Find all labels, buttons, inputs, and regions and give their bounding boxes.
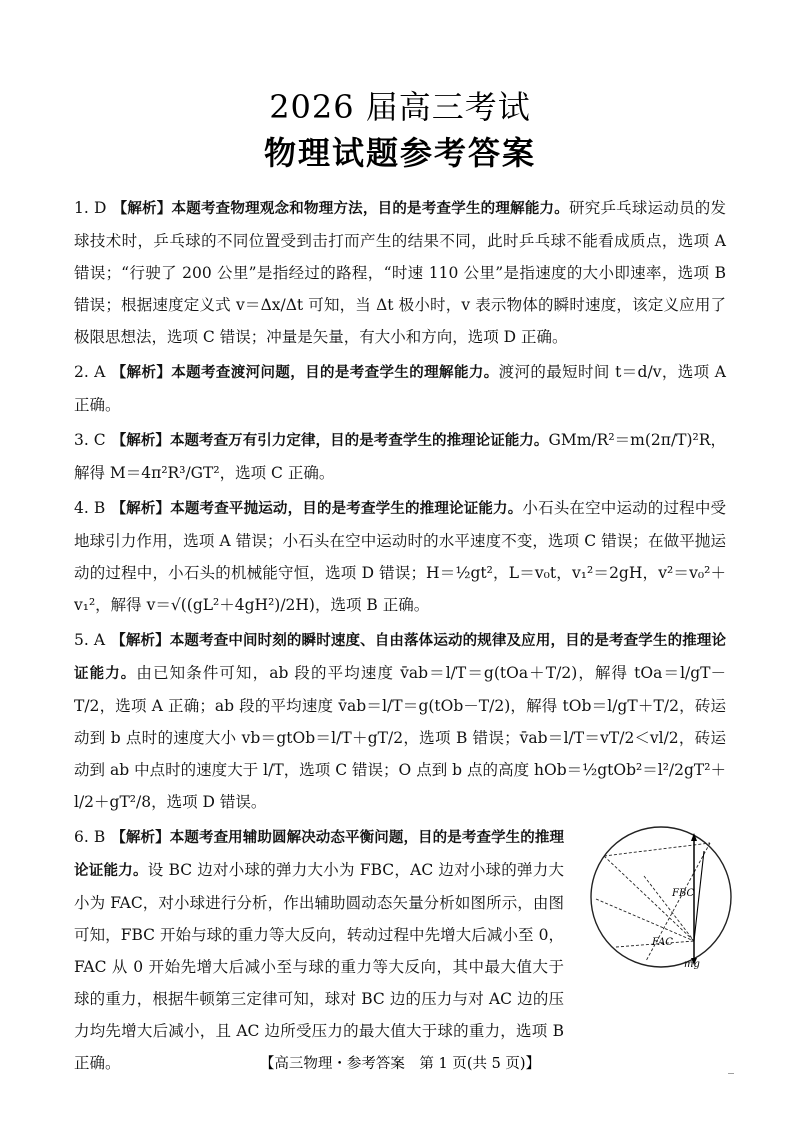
question-body: 渡河的最短时间 t＝d/v，选项 A 正确。: [74, 363, 726, 414]
question-lead: 本题考查物理观念和物理方法，目的是考查学生的理解能力。: [171, 201, 569, 217]
question-2: [74, 356, 726, 421]
answer-content: [74, 192, 726, 1082]
question-6-text: [74, 821, 564, 1079]
exam-title: 2026 届高三考试: [269, 88, 531, 126]
question-lead: 本题考查中间时刻的瞬时速度、自由落体运动的规律及应用，目的是考查学生的推理论证能力。: [74, 633, 727, 682]
question-number: 2. A: [74, 363, 106, 381]
analysis-tag: 【解析】: [112, 201, 172, 217]
question-5: [74, 624, 726, 818]
question-body: 小石头在空中运动的过程中受地球引力作用，选项 A 错误；小石头在空中运动时的水平速度不变，选项 C 错误；在做平抛运动的过程中，小石头的机械能守恒，选项 D 错误；H＝½gt²，L＝v₀t，v₁²＝2gH，v²＝v₀²＋v₁²，解得 v＝√((gL²＋4gH²)/2H)，选项 B 正确。: [74, 499, 727, 614]
question-body: 设 BC 边对小球的弹力大小为 FBC，AC 边对小球的弹力大小为 FAC，对小球进行分析，作出辅助圆动态矢量分析如图所示，由图可知，FBC 开始与球的重力等大反向，转动过程中先增大后减小至 0，FAC 从 0 开始先增大后减小至与球的重力等大反向，其中最大值大于球的重力，根据牛顿第三定律可知，球对 BC 边的压力与对 AC 边的压力均先增大后减小，且 AC 边所受压力的最大值大于球的重力，选项 B 正确。: [74, 861, 565, 1072]
analysis-tag: 【解析】: [111, 830, 170, 846]
chord-mid: [644, 876, 694, 941]
analysis-tag: 【解析】: [111, 633, 170, 649]
question-lead: 本题考查渡河问题，目的是考查学生的理解能力。: [171, 365, 499, 381]
fac-label: FAC: [652, 937, 673, 948]
question-number: 5. A: [74, 631, 106, 649]
question-1: [74, 192, 726, 353]
question-body: GMm/R²＝m(2π/T)²R，解得 M＝4π²R³/GT²，选项 C 正确。: [74, 431, 727, 482]
question-number: 4. B: [74, 499, 106, 517]
question-number: 1. D: [74, 199, 107, 217]
mg-label: mg: [684, 959, 700, 970]
analysis-tag: 【解析】: [111, 433, 170, 449]
question-3: [74, 424, 726, 489]
question-lead: 本题考查用辅助圆解决动态平衡问题，目的是考查学生的推理论证能力。: [74, 830, 565, 879]
fac-vector: [694, 851, 704, 941]
analysis-tag: 【解析】: [111, 501, 171, 517]
question-number: 6. B: [74, 828, 106, 846]
auxiliary-circle-figure: [586, 821, 736, 971]
question-number: 3. C: [74, 431, 106, 449]
question-lead: 本题考查万有引力定律，目的是考查学生的推理论证能力。: [169, 433, 549, 449]
fbc-label: FBC: [672, 888, 695, 899]
corner-mark: _: [728, 1060, 734, 1074]
question-6: [74, 821, 726, 1079]
question-body: 由已知条件可知，ab 段的平均速度 v̄ab＝l/T＝g(tOa＋T/2)，解得 tOa＝l/gT－T/2，选项 A 正确；ab 段的平均速度 v̄ab＝l/T＝g(tOb－T/2)，解得 tOb＝l/gT＋T/2，砖运动到 b 点时的速度大小 vb＝gtOb＝l/T＋gT/2，选项 B 错误；v̄ab＝l/T＝vT/2＜vl/2，砖运动到 ab 中点时的速度大于 l/T，选项 C 错误；O 点到 b 点的高度 hOb＝½gtOb²＝l²/2gT²＋l/2＋gT²/8，选项 D 错误。: [74, 664, 727, 811]
question-body: 研究乒乓球运动员的发球技术时，乒乓球的不同位置受到击打而产生的结果不同，此时乒乓球不能看成质点，选项 A 错误；“行驶了 200 公里”是指经过的路程，“时速 110 公里”是指速度的大小即速率，选项 B 错误；根据速度定义式 v＝Δx/Δt 可知，当 Δt 极小时，v 表示物体的瞬时速度，该定义应用了极限思想法，选项 C 错误；冲量是矢量，有大小和方向，选项 D 正确。: [74, 199, 726, 346]
answer-title: 物理试题参考答案: [263, 134, 536, 172]
analysis-tag: 【解析】: [111, 365, 172, 381]
question-lead: 本题考查平抛运动，目的是考查学生的推理论证能力。: [170, 501, 523, 517]
question-4: [74, 492, 726, 621]
page-footer: 【高三物理・参考答案 第 1 页(共 5 页)】: [259, 1056, 541, 1072]
chord-left-2: [596, 899, 694, 941]
